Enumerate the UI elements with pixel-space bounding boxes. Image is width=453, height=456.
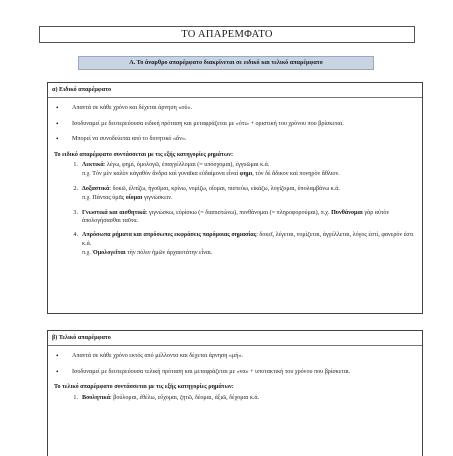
bullet-text: Ισοδυναμεί με δευτερεύουσα ειδική πρόταση και μεταφράζεται με «ότι» + οριστική του χρόνου που βρίσκεται. bbox=[72, 120, 344, 127]
numbered-item bbox=[54, 231, 414, 257]
bullet-icon: • bbox=[56, 367, 59, 376]
subtitle-banner: Α. Το άναρθρο απαρέμφατο διακρίνεται σε ειδικό και τελικό απαρέμφατο bbox=[78, 56, 374, 70]
example-verb: Ὁμολογεῖται bbox=[92, 250, 126, 257]
item-text: : δοκῶ, ἐλπίζω, ἡγοῦμαι, κρίνω, νομίζω, οἴομαι, πιστεύω, εἰκάζω, λογίζομαι, ὑπολαμβάνω κ.ά. bbox=[109, 185, 340, 192]
item-number: 2. bbox=[73, 185, 78, 192]
example-text: π.χ. Πάντας ὑμᾶς bbox=[82, 195, 126, 202]
bullet-icon: • bbox=[56, 135, 59, 144]
rule-title: Το ειδικό απαρέμφατο συντάσσεται με τις εξής κατηγορίες ρημάτων: bbox=[54, 151, 234, 158]
numbered-item bbox=[54, 185, 414, 203]
example-text: π.χ. Τὸν μὲν καλὸν κἀγαθὸν ἄνδρα καὶ γυναῖκα εὐδαίμονα εἶναί bbox=[82, 171, 240, 178]
list-item bbox=[54, 120, 414, 128]
list-item bbox=[54, 104, 414, 112]
item-lead: Λεκτικά bbox=[82, 162, 104, 169]
example-text: π.χ. bbox=[82, 250, 93, 257]
numbered-item bbox=[54, 209, 414, 226]
bullet-text: Ισοδυναμεί με δευτερεύουσα τελική πρόταση και μεταφράζεται με «να» + υποτακτική του χρόνου που βρίσκεται. bbox=[72, 368, 351, 375]
bullet-icon: • bbox=[56, 104, 59, 113]
item-lead: Βουλητικά bbox=[82, 394, 111, 401]
section-body bbox=[48, 346, 422, 402]
section-body bbox=[48, 98, 422, 257]
rule-title: Το τελικό απαρέμφατο συντάσσεται με τις εξής κατηγορίες ρημάτων: bbox=[54, 384, 234, 391]
numbered-item bbox=[54, 394, 414, 402]
example bbox=[82, 194, 414, 202]
example-verb: Πυνθάνομαι bbox=[331, 209, 363, 216]
page-title: ΤΟ ΑΠΑΡΕΜΦΑΤΟ bbox=[39, 26, 415, 43]
bullet-text: Μπορεί να συνοδεύεται από το δυνητικό «ἄν». bbox=[72, 136, 187, 143]
example-text: τὴν πόλιν ἡμῶν ἀρχαιοτάτην εἶναι. bbox=[125, 250, 213, 257]
example bbox=[82, 170, 414, 178]
example-text: , τὸν δὲ ἄδικον καὶ πονηρὸν ἄθλιον. bbox=[252, 171, 340, 178]
example-verb: οἴομαι bbox=[125, 195, 143, 202]
item-text: : δοκεῖ, λέγεται, νομίζεται, ἀγγέλλεται, λόγος ἐστί, φανερόν ἐστι κ.ά. bbox=[82, 232, 414, 247]
list-item bbox=[54, 352, 414, 360]
item-text: : βούλομαι, ἐθέλω, εὔχομαι, ζητῶ, δέομαι, ἀξιῶ, δέχομαι κ.ά. bbox=[110, 394, 260, 401]
bullet-text: Απαντά σε κάθε χρόνο εκτός από μέλλοντα και δέχεται άρνηση «μή». bbox=[72, 353, 244, 360]
item-number: 4. bbox=[73, 232, 78, 239]
item-lead: Γνωστικά και αισθητικά bbox=[82, 209, 146, 216]
section-heading: β) Τελικό απαρέμφατο bbox=[48, 331, 422, 346]
item-number: 1. bbox=[73, 162, 78, 169]
example-text: γὰρ αὐτὸν ἀπολογήσασθαι ταῦτα. bbox=[82, 209, 390, 225]
numbered-item bbox=[54, 161, 414, 179]
item-number: 1. bbox=[73, 394, 78, 401]
bullet-text: Απαντά σε κάθε χρόνο και δέχεται άρνηση «ού». bbox=[72, 105, 193, 112]
list-item bbox=[54, 368, 414, 376]
item-number: 3. bbox=[73, 209, 78, 216]
item-text: : λέγω, φημί, ὁμολογῶ, ἐπαγγέλλομαι (= υπόσχομαι), ἐγγυῶμαι κ.ά. bbox=[103, 162, 270, 169]
item-lead: Δοξαστικά bbox=[82, 185, 110, 192]
bullet-icon: • bbox=[56, 352, 59, 361]
example bbox=[82, 249, 414, 257]
section-final-infinitive bbox=[47, 330, 423, 456]
item-lead: Απρόσωπα ρήματα και απρόσωπες εκφράσεις παρόμοιας σημασίας bbox=[82, 232, 257, 239]
section-specific-infinitive bbox=[47, 82, 423, 314]
section-heading: α) Ειδικό απαρέμφατο bbox=[48, 83, 422, 98]
list-item bbox=[54, 135, 414, 143]
item-text: : γιγνώσκω, εὑρίσκω (= διαπιστώνω), πυνθάνομαι (= πληροφορούμαι), π.χ. bbox=[145, 209, 332, 216]
bullet-icon: • bbox=[56, 119, 59, 128]
example-text: γιγνώσκειν. bbox=[142, 195, 173, 202]
example-verb: φημι bbox=[239, 171, 253, 178]
